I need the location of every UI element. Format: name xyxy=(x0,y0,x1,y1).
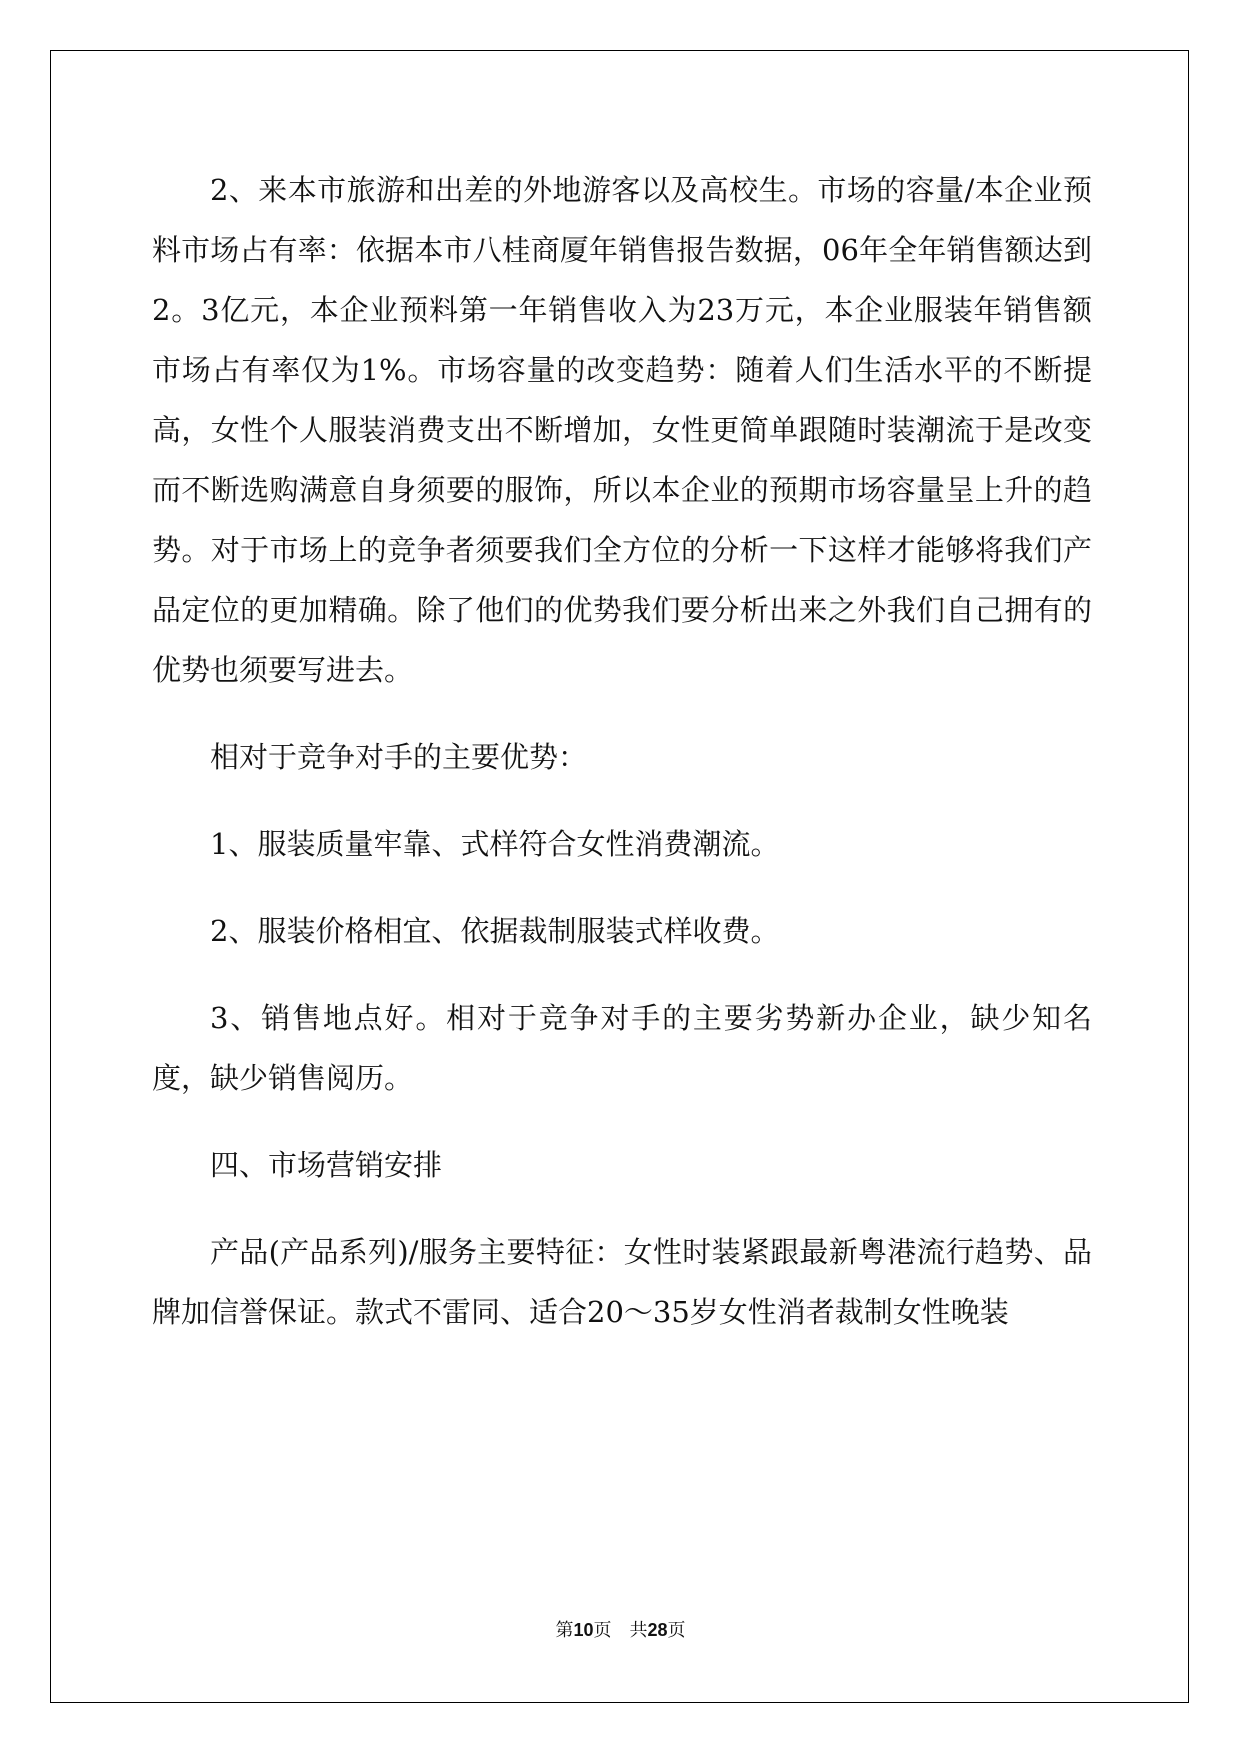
paragraph-advantage-2: 2、服装价格相宜、依据裁制服装式样收费。 xyxy=(210,914,780,948)
section-heading-marketing-plan: 四、市场营销安排 xyxy=(210,1148,443,1182)
paragraph-advantages-heading: 相对于竞争对手的主要优势： xyxy=(210,740,588,774)
paragraph-advantage-3: 3、销售地点好。相对于竞争对手的主要劣势新办企业，缺少知名度，缺少销售阅历。 xyxy=(152,1001,1092,1095)
page-footer xyxy=(0,1616,1241,1642)
document-body xyxy=(152,160,1092,1369)
paragraph-target-market: 2、来本市旅游和出差的外地游客以及高校生。市场的容量/本企业预料市场占有率：依据本市八桂商厦年销售报告数据，06年全年销售额达到2。3亿元，本企业预料第一年销售收入为23万元，本企业服装年销售额市场占有率仅为1%。市场容量的改变趋势：随着人们生活水平的不断提高，女性个人服装消费支出不断增加，女性更简单跟随时装潮流于是改变而不断选购满意自身须要的服饰，所以本企业的预期市场容量呈上升的趋势。对于市场上的竞争者须要我们全方位的分析一下这样才能够将我们产品定位的更加精确。除了他们的优势我们要分析出来之外我们自己拥有的优势也须要写进去。 xyxy=(152,173,1092,687)
footer-middle: 页 共 xyxy=(593,1620,648,1641)
paragraph-advantage-1: 1、服装质量牢靠、式样符合女性消费潮流。 xyxy=(210,827,780,861)
total-page-number: 28 xyxy=(647,1620,668,1640)
current-page-number: 10 xyxy=(573,1620,594,1640)
footer-prefix: 第 xyxy=(555,1620,574,1641)
paragraph-product-features: 产品(产品系列)/服务主要特征：女性时装紧跟最新粤港流行趋势、品牌加信誉保证。款式不雷同、适合20～35岁女性消者裁制女性晚装 xyxy=(152,1235,1092,1329)
footer-suffix: 页 xyxy=(667,1620,686,1641)
